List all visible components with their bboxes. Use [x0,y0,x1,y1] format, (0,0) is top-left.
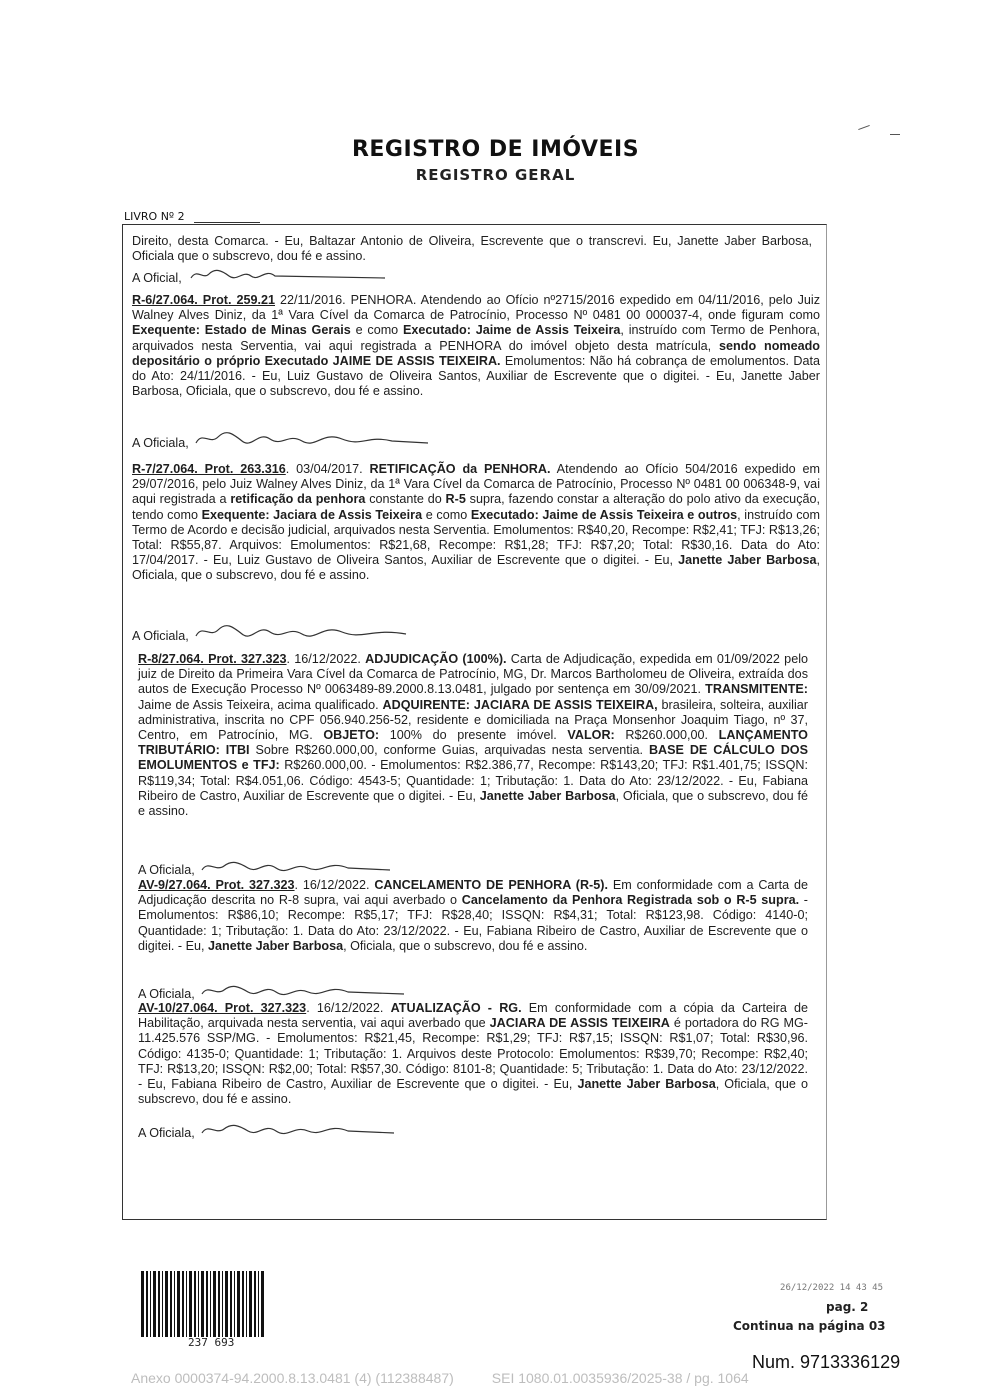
book-number: LIVRO Nº 2 [124,210,185,223]
handwritten-signature [192,429,432,450]
entry-text: , Oficiala, que o subscrevo, dou fé e assino. [343,938,588,953]
entry-bold: Janette Jaber Barbosa [479,788,616,803]
timestamp: 26/12/2022 14 43 45 [780,1283,883,1293]
entry-text: é portadora do RG MG-11.425.576 SSP/MG. - Emolumentos: R$21,45, Recompe: R$1,29; TFJ: R$7,15; ISSQN: R$1,07; Total: R$30,96. Código: 4135-0; Quantidade: 1; Tributação: 1. Arquivos deste Protocolo: Emolumentos: R$39,70; Recompe: R$2,40; TFJ: R$13,20; ISSQN: R$2,00; Total: R$57,30. Código: 8101-8; Quantidade: 5; Tributação: 1. Data do Ato: 23/12/2022. - Eu, Fabiana Ribeiro de Castro, Auxiliar de Escrevente que o digitei. - Eu, [138,1016,808,1092]
signature-row [132,266,391,285]
book-number-line [194,222,260,223]
entry-bold: sendo nomeado depositário o próprio Executado JAIME DE ASSIS TEIXEIRA. [132,338,821,368]
handwritten-signature [192,622,412,643]
entry-bold: retificação da penhora [230,492,366,507]
page-number: pag. 2 [826,1300,869,1314]
entry-ref: AV-9/27.064. Prot. 327.323 [138,878,295,892]
entry-text: , instruído com Termo de Acordo e decisão judicial, arquivados nesta Serventia. Emolumentos: R$40,20, Recompe: R$2,41; TFJ: R$13,26; Total: R$55,87. Arquivos: Emolumentos: R$21,68, Recompe: R$1,28; TFJ: R$7,20; Total: R$30,16. Data do Ato: 17/04/2017. - Eu, Luiz Gustavo de Oliveira Santos, Auxiliar de Escrevente que o digitei. - Eu, [132,507,821,568]
entry-ref: R-7/27.064. Prot. 263.316 [132,462,286,476]
entry-text: e como [422,507,471,522]
entry-bold: ADQUIRENTE: JACIARA DE ASSIS TEIXEIRA, [382,697,658,712]
entry-text: . 16/12/2022. [286,652,366,666]
entry-bold: OBJETO: [323,728,380,743]
entry-bold: Exequente: Estado de Minas Gerais [132,323,351,338]
entry-text: R$260.000,00. - Emolumentos: R$2.386,77, Recompe: R$143,20; TFJ: R$1.401,75; ISSQN: R$119,34; Total: R$4.051,06. Código: 4543-5; Quantidade: 1; Tributação: 1. Data do Ato: 23/12/2022. - Eu, Fabiana Ribeiro de Castro, Auxiliar de Escrevente que o digitei. - Eu, [138,758,809,803]
signature-label: A Oficiala, [132,436,189,450]
entry-bold: Cancelamento da Penhora Registrada sob o R-5 supra. [461,893,800,908]
signature-label: A Oficial, [132,271,182,285]
signature-row [132,429,432,450]
signature-row [138,858,394,877]
document-number: Num. 9713336129 [752,1352,901,1372]
entry-bold: ATUALIZAÇÃO - RG. [390,1001,522,1015]
entry-r7 [132,462,820,584]
entry-bold: CANCELAMENTO DE PENHORA (R-5). [374,878,608,892]
entry-text: Em conformidade com a cópia da Carteira de Habilitação, arquivada nesta serventia, vai aqui averbado que [138,1001,809,1031]
entry-bold: Executado: Jaime de Assis Teixeira [403,323,621,338]
entry-text: . 03/04/2017. [285,462,370,476]
handwritten-signature [198,858,394,877]
entry-bold: LANÇAMENTO TRIBUTÁRIO: ITBI [138,728,808,758]
entry-text: Em conformidade com a Carta de Adjudicação descrita no R-8 supra, vai aqui averbado o [138,878,808,908]
entry-bold: BASE DE CÁLCULO DOS EMOLUMENTOS e TFJ: [138,743,808,773]
entry-text: , Oficiala, que o subscrevo, dou fé e assino. [138,1077,808,1107]
handwritten-signature [185,266,391,285]
entry-bold: Janette Jaber Barbosa [208,938,344,953]
entry-bold: Janette Jaber Barbosa [577,1077,716,1092]
entry-text: constante do [365,492,446,507]
continued-on: Continua na página 03 [733,1319,886,1333]
entry-text: . 16/12/2022. [306,1001,391,1015]
entry-text: . 16/12/2022. [294,878,375,892]
registry-title: REGISTRO DE IMÓVEIS [351,137,640,162]
barcode-number: 237 693 [188,1336,235,1349]
entry-bold: R-5 [445,492,466,507]
entry-bold: VALOR: [567,728,615,743]
entry-ref: AV-10/27.064. Prot. 327.323 [138,1001,307,1015]
entry-text: 22/11/2016. PENHORA. Atendendo ao Ofício nº2715/2016 expedido em 04/11/2016, pelo Juiz Walney Alves Diniz, da 1ª Vara Cível da Comarca de Patrocínio, Processo Nº 0481 00 000037-4, onde figuram como [132,293,821,323]
entry-ref: R-8/27.064. Prot. 327.323 [138,652,287,666]
barcode [141,1271,265,1337]
entry-r6 [132,293,820,399]
signature-label: A Oficiala, [138,1126,195,1140]
handwritten-signature [198,982,408,1001]
entry-text: supra, fazendo constar a alteração do polo ativo da execução, tendo como [132,492,820,522]
entry-text: , Oficiala, que o subscrevo, dou fé e assino. [132,553,820,583]
signature-label: A Oficiala, [138,863,195,877]
entry-text: brasileira, solteira, auxiliar administrativa, inscrita no CPF 056.940.256-52, residente e domiciliada na Praça Monsenhor Joaquim Tiago, nº 37, Centro, em Patrocínio, MG. [138,697,808,743]
entry-continuation-text: Direito, desta Comarca. - Eu, Baltazar Antonio de Oliveira, Escrevente que o transcrevi. Eu, Janette Jaber Barbosa, Oficiala que o subscrevo, dou fé e assino. [132,234,812,264]
entry-ref: R-6/27.064. Prot. 259.21 [132,293,276,307]
entry-text: Sobre R$260.000,00, conforme Guias, arquivadas nesta serventia. [249,743,649,758]
entry-text: Carta de Adjudicação, expedida em 01/09/2022 pelo juiz de Direito da Primeira Vara Cível da Comarca de Patrocínio, MG, Dr. Marcos Bartholomeu de Oliveira, extraída dos autos de Execução Processo Nº 0063489-89.2000.8.13.0481, julgado por sentença em 30/09/2021. [138,652,808,697]
entry-bold: TRANSMITENTE: [705,682,808,697]
handwritten-signature [198,1121,398,1140]
signature-label: A Oficiala, [132,629,189,643]
entry-text: Emolumentos: Não há cobrança de emolumentos. Data do Ato: 24/11/2016. - Eu, Luiz Gustavo de Oliveira Santos, Auxiliar de Escrevente que o digitei. - Eu, Janette Jaber Barbosa, Oficiala, que o subscrevo, dou fé e assino. [132,353,820,399]
entry-av9 [138,878,808,954]
entry-text: , instruído com Termo de Penhora, arquivados nesta Serventia, vai aqui registrada a PENHORA do imóvel objeto desta matrícula, [132,323,820,353]
scan-mark [858,125,870,130]
entry-text: Atendendo ao Ofício 504/2016 expedido em 29/07/2016, pelo Juiz Walney Alves Diniz, da 1ª Vara Cível da Comarca de Patrocínio, Processo Nº 0481 00 006348-9, vai aqui registrada a [132,462,820,507]
entry-text: , Oficiala, que o subscrevo, dou fé e assino. [138,788,808,819]
scan-mark [890,134,900,135]
signature-label: A Oficiala, [138,987,195,1001]
signature-row [138,982,408,1001]
entry-bold: RETIFICAÇÃO da PENHORA. [369,462,551,476]
signature-row [138,1121,398,1140]
entry-bold: JACIARA DE ASSIS TEIXEIRA [489,1016,670,1031]
footer-sei: SEI 1080.01.0035936/2025-38 / pg. 1064 [491,1370,749,1386]
entry-text: e como [350,323,404,338]
signature-row [132,622,412,643]
registry-subtitle: REGISTRO GERAL [415,166,576,184]
entry-bold: ADJUDICAÇÃO (100%). [365,652,507,666]
entry-r8 [138,652,808,819]
footer-anexo: Anexo 0000374-94.2000.8.13.0481 (4) (112388487) [131,1370,454,1386]
entry-text: Jaime de Assis Teixeira, acima qualificado. [138,697,383,712]
entry-text: - Emolumentos: R$86,10; Recompe: R$5,17; TFJ: R$28,40; ISSQN: R$4,31; Total: R$123,98. Código: 4140-0; Quantidade: 1; Tributação: 1. Data do Ato: 23/12/2022. - Eu, Fabiana Ribeiro de Castro, Auxiliar de Escrevente que o digitei. - Eu, [138,893,809,953]
footer [131,1370,749,1386]
entry-text: 100% do presente imóvel. [379,728,568,743]
entry-av10 [138,1001,808,1107]
entry-bold: Exequente: Jaciara de Assis Teixeira [201,507,423,522]
entry-continuation [132,234,812,264]
entry-text: R$260.000,00. [614,728,719,743]
entry-bold: Executado: Jaime de Assis Teixeira e outros [470,507,738,522]
entry-bold: Janette Jaber Barbosa [678,553,817,568]
